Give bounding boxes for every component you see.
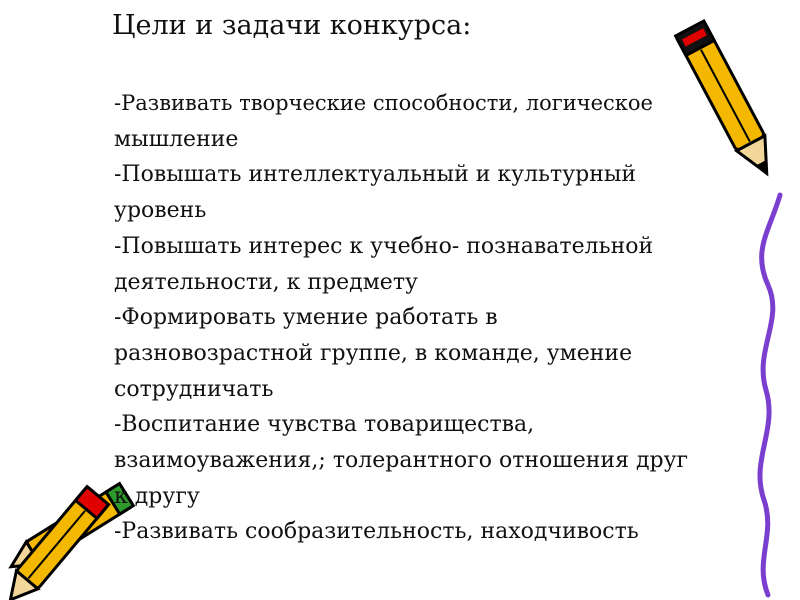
goal-line: деятельности, к предмету [114,269,418,295]
goal-line: взаимоуважения,; толерантного отношения друг [114,448,689,474]
goal-line: -Воспитание чувства товарищества, [114,412,535,438]
goal-line: -Развивать сообразительность, находчивость [114,519,639,545]
goal-line: -Формировать умение работать в [114,305,498,331]
goal-line: мышление [114,126,239,152]
goal-line: разновозрастной группе, в команде, умение [114,340,633,366]
goal-line: -Повышать интерес к учебно- познавательной [114,233,654,259]
goal-line: к другу [114,483,200,509]
goal-line: -Повышать интеллектуальный и культурный [114,162,637,188]
goal-line: сотрудничать [114,376,274,402]
goal-line: -Развивать творческие способности, логическое [114,91,653,115]
goal-line: уровень [114,198,207,224]
slide-title: Цели и задачи конкурса: [112,10,472,41]
goals-list [114,86,774,550]
